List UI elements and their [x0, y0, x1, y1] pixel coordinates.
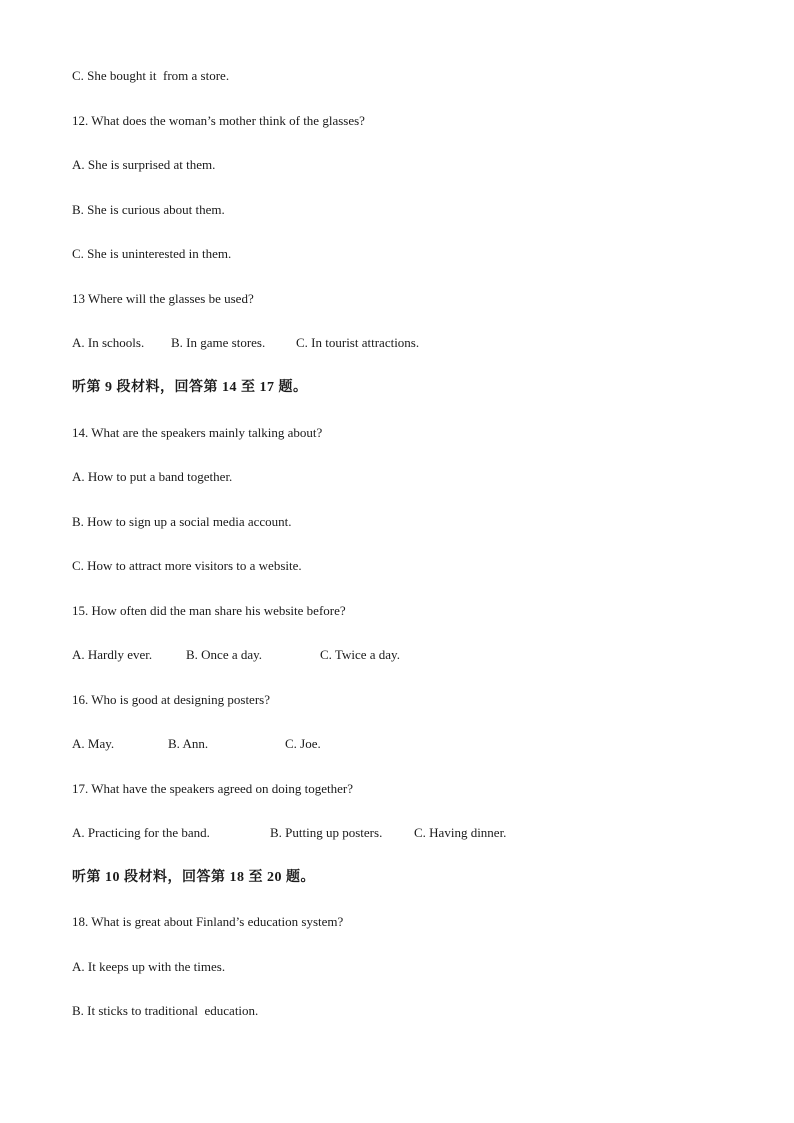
q12-option-a: A. She is surprised at them. — [72, 157, 216, 172]
q13-option-b: B. In game stores. — [171, 335, 266, 350]
section-10-heading: 听第 10 段材料，回答第 18 至 20 题。 — [72, 870, 315, 885]
section-9-heading: 听第 9 段材料，回答第 14 至 17 题。 — [72, 380, 308, 395]
q17-option-c: C. Having dinner. — [414, 825, 507, 840]
q13-option-a: A. In schools. — [72, 335, 145, 350]
q11-option-c: C. She bought it from a store. — [72, 68, 230, 83]
q12-option-b: B. She is curious about them. — [72, 202, 225, 217]
q17-option-a: A. Practicing for the band. — [72, 825, 210, 840]
q18-option-b: B. It sticks to traditional education. — [72, 1003, 259, 1018]
q17-option-b: B. Putting up posters. — [270, 825, 383, 840]
q18-question: 18. What is great about Finland’s education system? — [72, 914, 344, 929]
q16-option-a: A. May. — [72, 736, 115, 751]
q14-option-a: A. How to put a band together. — [72, 469, 233, 484]
q13-option-c: C. In tourist attractions. — [296, 335, 420, 350]
q14-option-b: B. How to sign up a social media account. — [72, 514, 292, 529]
q18-option-a: A. It keeps up with the times. — [72, 959, 226, 974]
q15-option-c: C. Twice a day. — [320, 647, 400, 662]
q12-option-c: C. She is uninterested in them. — [72, 246, 232, 261]
q14-option-c: C. How to attract more visitors to a website. — [72, 558, 302, 573]
q12-question: 12. What does the woman’s mother think of the glasses? — [72, 113, 365, 128]
q17-question: 17. What have the speakers agreed on doing together? — [72, 781, 353, 796]
q16-option-b: B. Ann. — [168, 736, 209, 751]
q16-option-c: C. Joe. — [285, 736, 321, 751]
q14-question: 14. What are the speakers mainly talking about? — [72, 425, 323, 440]
q16-question: 16. Who is good at designing posters? — [72, 692, 270, 707]
q13-question: 13 Where will the glasses be used? — [72, 291, 254, 306]
q15-option-b: B. Once a day. — [186, 647, 263, 662]
q15-option-a: A. Hardly ever. — [72, 647, 153, 662]
q15-question: 15. How often did the man share his website before? — [72, 603, 346, 618]
